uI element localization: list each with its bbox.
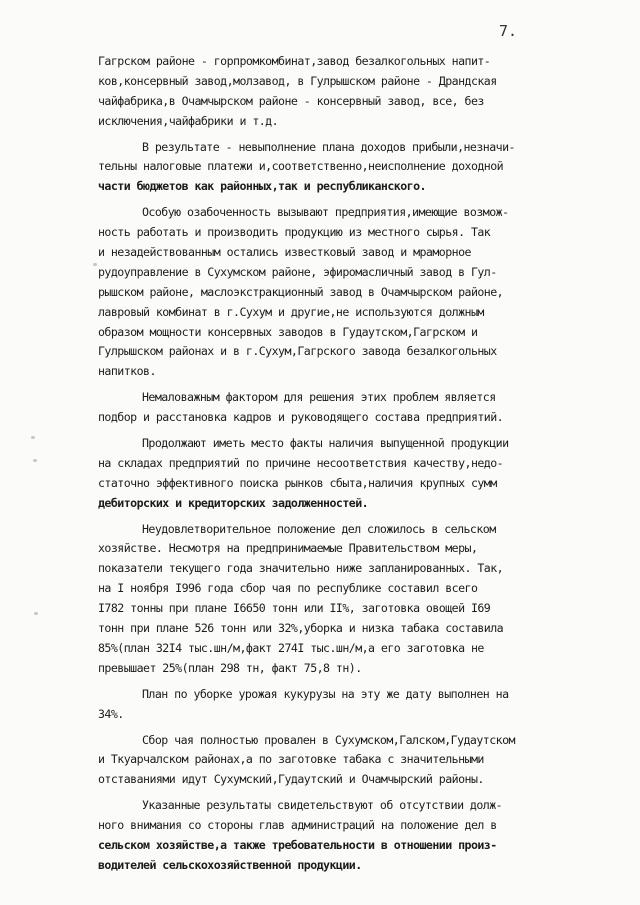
text-line: чайфабрика,в Очамчырском районе - консервный завод, все, без	[98, 93, 484, 108]
text-line: и незадействованным остались известковый завод и мраморное	[98, 245, 471, 260]
text-line: на I ноября I996 года сбор чая по республике составил всего	[98, 581, 478, 596]
paragraph	[98, 520, 618, 679]
text-line: отставаниями идут Сухумский,Гудаутский и Очамчырский районы.	[98, 772, 484, 787]
text-line: рышском районе, маслоэкстракционный завод в Очамчырском районе,	[98, 284, 504, 299]
paragraph	[98, 388, 618, 428]
paragraph	[98, 52, 618, 132]
text-line: дебиторских и кредиторских задолженностей.	[98, 495, 369, 510]
paragraph	[98, 203, 618, 382]
document-body	[98, 52, 618, 876]
text-line: подбор и расстановка кадров и руководящего состава предприятий.	[98, 410, 504, 425]
text-line: исключения,чайфабрики и т.д.	[98, 113, 279, 128]
text-line: Гагрском районе - горпромкомбинат,завод безалкогольных напит-	[98, 54, 491, 68]
text-line: хозяйстве. Несмотря на предпринимаемые Правительством меры,	[98, 541, 478, 556]
text-line: и Ткуарчалском районах,а по заготовке табака с значительными	[98, 752, 484, 767]
text-line: ного внимания со стороны глав администраций на положение дел в	[98, 818, 497, 833]
margin-mark	[34, 612, 38, 615]
margin-mark	[33, 459, 37, 462]
text-line: Указанные результаты свидетельствуют об отсутствии долж-	[142, 798, 503, 813]
text-line: Гулрышском районах и в г.Сухум,Гагрского завода безалкогольных	[98, 344, 497, 359]
text-line: образом мощности консервных заводов в Гудаутском,Гагрском и	[98, 324, 478, 339]
text-line: лавровый комбинат в г.Сухум и другие,не используются должным	[98, 304, 484, 319]
text-line: 85%(план 32I4 тыс.шн/м,факт 274I тыс.шн/м,а его заготовка не	[98, 640, 484, 655]
text-line: Продолжают иметь место факты наличия выпущенной продукции	[142, 436, 509, 451]
text-line: показатели текущего года значительно ниже запланированных. Так,	[98, 561, 504, 576]
text-line: статочно эффективного поиска рынков сбыта,наличия крупных сумм	[98, 475, 497, 490]
paragraph	[98, 138, 618, 198]
text-line: напитков.	[98, 364, 156, 379]
text-line: Немаловажным фактором для решения этих проблем является	[142, 390, 496, 405]
text-line: водителей сельскохозяйственной продукции.	[98, 857, 362, 872]
text-line: I782 тонны при плане I6650 тонн или II%, заготовка овощей I69	[98, 601, 491, 616]
text-line: В результате - невыполнение плана доходов прибыли,незначи-	[142, 139, 515, 154]
paragraph	[98, 685, 618, 725]
page-number: 7.	[499, 22, 518, 40]
paragraph	[98, 796, 618, 876]
text-line: тельны налоговые платежи и,соответственно,неисполнение доходной	[98, 159, 504, 174]
paragraph	[98, 434, 618, 514]
text-line: Особую озабоченность вызывают предприятия,имеющие возмож-	[142, 205, 509, 220]
margin-mark	[31, 436, 35, 439]
text-line: тонн при плане 526 тонн или 32%,уборка и низка табака составила	[98, 621, 504, 636]
text-line: Неудовлетворительное положение дел сложилось в сельском	[142, 521, 496, 536]
margin-mark	[93, 263, 97, 266]
text-line: План по уборке урожая кукурузы на эту же дату выполнен на	[142, 686, 509, 701]
text-line: Сбор чая полностью провален в Сухумском,Галском,Гудаутском	[142, 732, 515, 747]
text-line: превышает 25%(план 298 тн, факт 75,8 тн).	[98, 660, 362, 675]
text-line: части бюджетов как районных,так и республиканского.	[98, 179, 426, 194]
text-line: ков,консервный завод,молзавод, в Гулрышском районе - Драндская	[98, 73, 497, 88]
text-line: сельском хозяйстве,а также требовательности в отношении произ-	[98, 837, 497, 852]
text-line: 34%.	[98, 706, 124, 721]
text-line: рудоуправление в Сухумском районе, эфиромасличный завод в Гул-	[98, 264, 497, 279]
paragraph	[98, 731, 618, 791]
text-line: ность работать и производить продукцию из местного сырья. Так	[98, 225, 491, 240]
text-line: на складах предприятий по причине несоответствия качеству,недо-	[98, 455, 504, 470]
